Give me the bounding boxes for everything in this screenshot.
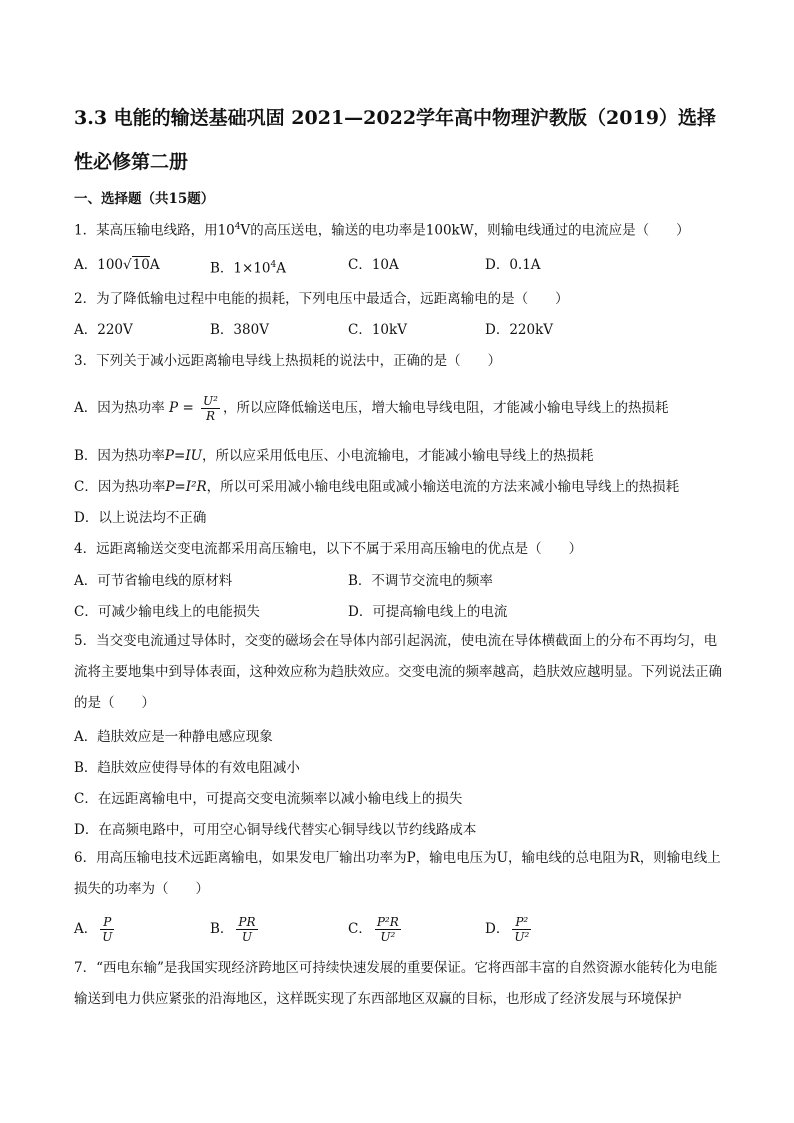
option-a-prefix: A．100 <box>74 257 124 273</box>
question-3-option-c[interactable] <box>74 478 679 496</box>
question-1-stem-text-2: V的高压送电，输送的电功率是100kW，则输电线通过的电流应是（ ） <box>240 222 690 239</box>
option-a-radicand: 10 <box>132 257 150 273</box>
question-3-option-a[interactable] <box>74 390 668 426</box>
question-1-exponent: 4 <box>234 222 241 232</box>
document-title: 3.3 电能的输送基础巩固 2021—2022学年高中物理沪教版（2019）选择性必修第二册 <box>74 107 716 173</box>
option-c-prefix: C．因为热功率 <box>74 479 166 495</box>
option-b-fraction <box>236 915 257 944</box>
option-d[interactable]: D．0.1A <box>485 257 541 273</box>
fraction-denominator: U <box>102 930 113 944</box>
question-5-option-b[interactable]: B．趋肤效应使得导体的有效电阻减小 <box>74 760 300 776</box>
formula-text: P=I²R <box>165 479 207 495</box>
option-b-prefix: B．因为热功率 <box>74 448 165 464</box>
sqrt-symbol: √ <box>123 257 132 273</box>
fraction-denominator: U² <box>514 930 530 944</box>
formula-fraction <box>201 394 220 423</box>
option-b[interactable]: B．380V <box>210 322 269 338</box>
option-b[interactable] <box>210 912 261 946</box>
option-c[interactable] <box>348 912 404 946</box>
question-1-stem-text: 1．某高压输电线路，用10 <box>74 222 235 239</box>
fraction-numerator: PR <box>238 915 256 929</box>
option-d[interactable]: D．可提高输电线上的电流 <box>348 604 508 620</box>
option-d[interactable] <box>485 912 534 946</box>
question-5-stem: 5．当交变电流通过导体时，交变的磁场会在导体内部引起涡流，使电流在导体横截面上的分布不再均匀，电流将主要地集中到导体表面，这种效应称为趋肤效应。交变电流的频率越高，趋肤效应越明显。下列说法正确的是（ ） <box>74 633 722 711</box>
option-a-text: ，所以应降低输送电压，增大输电导线电阻，才能减小输电导线上的热损耗 <box>222 400 669 416</box>
question-3-option-b[interactable] <box>74 447 594 465</box>
fraction-denominator: U <box>241 930 253 944</box>
fraction-numerator: P²R <box>376 915 399 929</box>
option-b-exponent: 4 <box>270 260 277 270</box>
option-a[interactable]: A．可节省输电线的原材料 <box>74 573 233 589</box>
question-7-stem: 7．“西电东输”是我国实现经济跨地区可持续快速发展的重要保证。它将西部丰富的自然资源水能转化为电能输送到电力供应紧张的沿海地区，这样既实现了东西部地区双赢的目标，也形成了经济发展与环境保护 <box>74 960 718 1007</box>
option-c[interactable]: C．可减少输电线上的电能损失 <box>74 604 260 620</box>
option-b-label: B． <box>210 921 234 937</box>
fraction-numerator: P <box>100 915 114 930</box>
option-c-text: ，所以可采用减小输电线电阻或减小输送电流的方法来减小输电导线上的热损耗 <box>206 479 680 495</box>
option-a-prefix: A．因为热功率 <box>74 400 165 416</box>
question-3-option-d[interactable]: D．以上说法均不正确 <box>74 510 207 526</box>
option-a-fraction <box>100 915 114 944</box>
option-a[interactable] <box>74 912 117 946</box>
fraction-denominator: U² <box>380 930 396 944</box>
option-b[interactable]: B．不调节交流电的频率 <box>348 573 493 589</box>
fraction-denominator: R <box>205 409 216 423</box>
formula-equals: = <box>182 400 194 416</box>
section-heading: 一、选择题（共15题） <box>74 191 215 207</box>
option-a[interactable] <box>74 256 160 274</box>
option-a-label: A． <box>74 921 98 937</box>
question-5-option-c[interactable]: C．在远距离输电中，可提高交变电流频率以减小输电线上的损失 <box>74 791 463 807</box>
question-1-stem <box>74 218 690 240</box>
formula-p: P <box>169 400 179 416</box>
formula-text: P=IU <box>164 448 203 464</box>
option-a[interactable]: A．220V <box>74 322 133 338</box>
fraction-numerator: P² <box>512 915 531 930</box>
question-6-stem: 6．用高压输电技术远距离输电，如果发电厂输出功率为P，输电电压为U，输电线的总电阻为R，则输电线上损失的功率为（ ） <box>74 850 721 897</box>
question-4-stem: 4．远距离输送交变电流都采用高压输电，以下不属于采用高压输电的优点是（ ） <box>74 541 583 557</box>
question-5-option-a[interactable]: A．趋肤效应是一种静电感应现象 <box>74 729 273 745</box>
option-c[interactable]: C．10A <box>348 257 399 273</box>
option-a-unit: A <box>149 257 160 273</box>
option-b[interactable] <box>210 256 286 278</box>
option-d-label: D． <box>485 921 510 937</box>
question-5-option-d[interactable]: D．在高频电路中，可用空心铜导线代替实心铜导线以节约线路成本 <box>74 822 477 838</box>
fraction-numerator: U² <box>203 394 218 408</box>
option-c-fraction <box>375 915 401 944</box>
question-2-stem: 2．为了降低输电过程中电能的损耗，下列电压中最适合，远距离输电的是（ ） <box>74 291 569 307</box>
question-3-stem: 3．下列关于减小远距离输电导线上热损耗的说法中，正确的是（ ） <box>74 353 502 369</box>
option-d-fraction <box>512 915 531 944</box>
option-b-unit: A <box>276 260 286 277</box>
option-d[interactable]: D．220kV <box>485 322 554 338</box>
option-c-label: C． <box>348 921 372 937</box>
option-b-text: ，所以应采用低电压、小电流输电，才能减小输电导线上的热损耗 <box>202 448 594 464</box>
option-c[interactable]: C．10kV <box>348 322 407 338</box>
option-b-prefix: B．1×10 <box>210 260 271 277</box>
